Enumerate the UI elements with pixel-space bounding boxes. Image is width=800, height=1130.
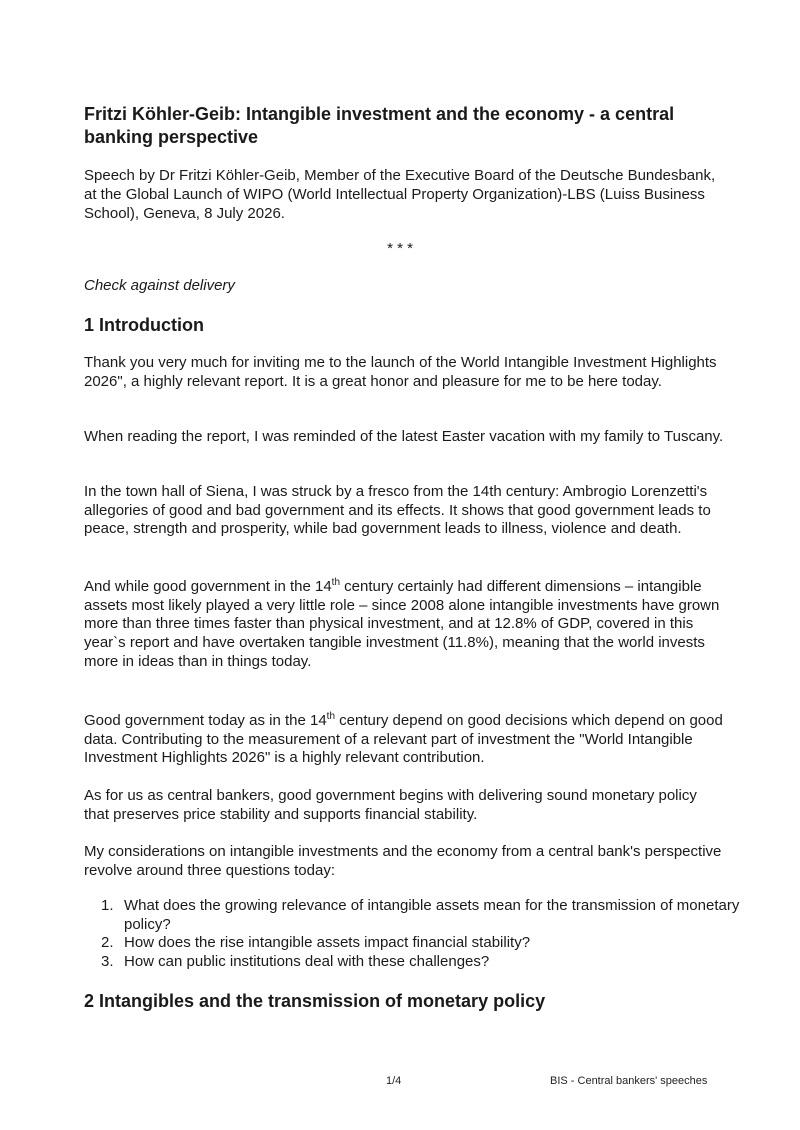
paragraph-4-end: century certainly had different dimensions – intangible assets most likely played a very little role – since 2008 alone intangible investments have grown more than three times faster than physical investment, and at 12.8% of GDP, covered in this year`s report and have overtaken tangible investment (11.8%), meaning that the world invests more in ideas than in things today.	[84, 578, 720, 670]
paragraph-2: When reading the report, I was reminded of the latest Easter vacation with my family to Tuscany.	[84, 428, 724, 445]
speech-subtitle: Speech by Dr Fritzi Köhler-Geib, Member of the Executive Board of the Deutsche Bundesbank, at the Global Launch of WIPO (World Intellectual Property Organization)-LBS (Luiss Business School), Geneva, 8 July 2026.	[84, 167, 716, 222]
list-item-text: How does the rise intangible assets impact financial stability?	[124, 934, 531, 952]
list-item-number: 3.	[101, 953, 114, 971]
footer-source: BIS - Central bankers' speeches	[550, 1075, 708, 1087]
list-item-number: 2.	[101, 934, 114, 952]
paragraph-3: In the town hall of Siena, I was struck by a fresco from the 14th century: Ambrogio Lorenzetti's allegories of good and bad government and its effects. It shows that good government leads to peace, strength and prosperity, while bad government leads to illness, violence and death.	[84, 483, 711, 538]
paragraph-4-start: And while good government in the 14	[84, 578, 332, 595]
paragraph-5-start: Good government today as in the 14	[84, 712, 327, 729]
questions-list	[84, 897, 764, 972]
delivery-note: Check against delivery	[84, 277, 235, 294]
paragraph-5	[84, 712, 724, 768]
section-heading-transmission: 2 Intangibles and the transmission of monetary policy	[84, 991, 546, 1011]
paragraph-5-end: century depend on good decisions which depend on good data. Contributing to the measurement of a relevant part of investment the "World Intangible Investment Highlights 2026" is a highly relevant contribution.	[84, 712, 723, 767]
list-item	[101, 897, 764, 934]
paragraph-5-superscript: th	[326, 711, 336, 722]
list-item-text: What does the growing relevance of intangible assets mean for the transmission of monetary policy?	[124, 897, 740, 933]
section-heading-introduction: 1 Introduction	[84, 315, 204, 335]
paragraph-1: Thank you very much for inviting me to the launch of the World Intangible Investment Highlights 2026", a highly relevant report. It is a great honor and pleasure for me to be here today.	[84, 354, 717, 390]
speech-title: Fritzi Köhler-Geib: Intangible investment and the economy - a central banking perspective	[84, 104, 675, 147]
paragraph-7: My considerations on intangible investments and the economy from a central bank's perspective revolve around three questions today:	[84, 843, 722, 879]
paragraph-4-superscript: th	[331, 577, 341, 588]
page-number: 1/4	[386, 1075, 402, 1087]
list-item	[101, 934, 764, 953]
separator: * * *	[387, 240, 413, 257]
list-item	[101, 953, 764, 972]
list-item-text: How can public institutions deal with these challenges?	[124, 953, 490, 971]
list-item-number: 1.	[101, 897, 114, 914]
paragraph-6: As for us as central bankers, good government begins with delivering sound monetary policy that preserves price stability and supports financial stability.	[84, 787, 697, 823]
paragraph-4	[84, 578, 724, 672]
